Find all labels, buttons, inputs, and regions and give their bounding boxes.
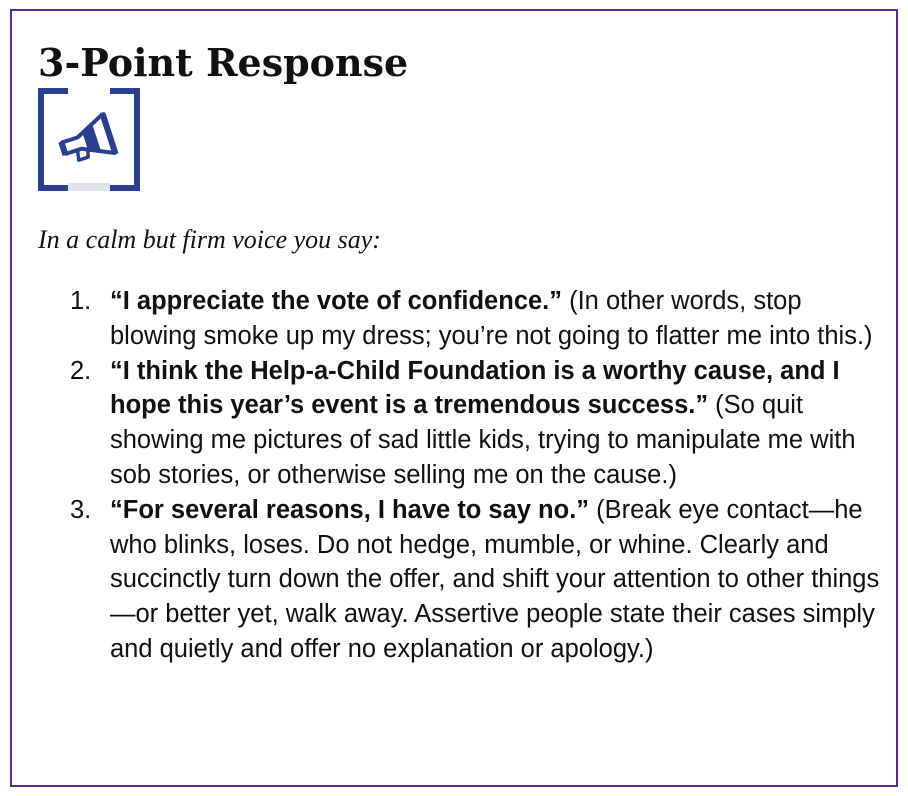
response-quote: “For several reasons, I have to say no.” [110,495,590,524]
response-quote: “I think the Help-a-Child Foundation is a worthy cause, and I hope this year’s event is a tremendous success.” [110,356,840,420]
page-title: 3-Point Response [38,40,409,85]
list-item [70,354,880,493]
response-list [70,284,880,667]
list-item [70,284,880,354]
list-item [70,493,880,667]
item-number: 3. [70,495,92,524]
item-number: 1. [70,287,92,315]
response-explanation: (So quit showing me pictures of sad little kids, trying to manipulate me with sob stories, or otherwise selling me on the cause.) [110,391,856,489]
megaphone-icon [38,88,140,191]
item-number: 2. [70,356,92,385]
response-quote: “I appreciate the vote of confidence.” [110,287,563,315]
intro-text: In a calm but firm voice you say: [38,225,381,254]
response-explanation: (Break eye contact—he who blinks, loses. Do not hedge, mumble, or whine. Clearly and succinctly turn down the offer, and shift your attention to other things—or better yet, walk away. Assertive people state their cases simply and quietly and offer no explanation or apology.) [110,495,880,663]
response-explanation: (In other words, stop blowing smoke up my dress; you’re not going to flatter me into this.) [110,287,873,350]
